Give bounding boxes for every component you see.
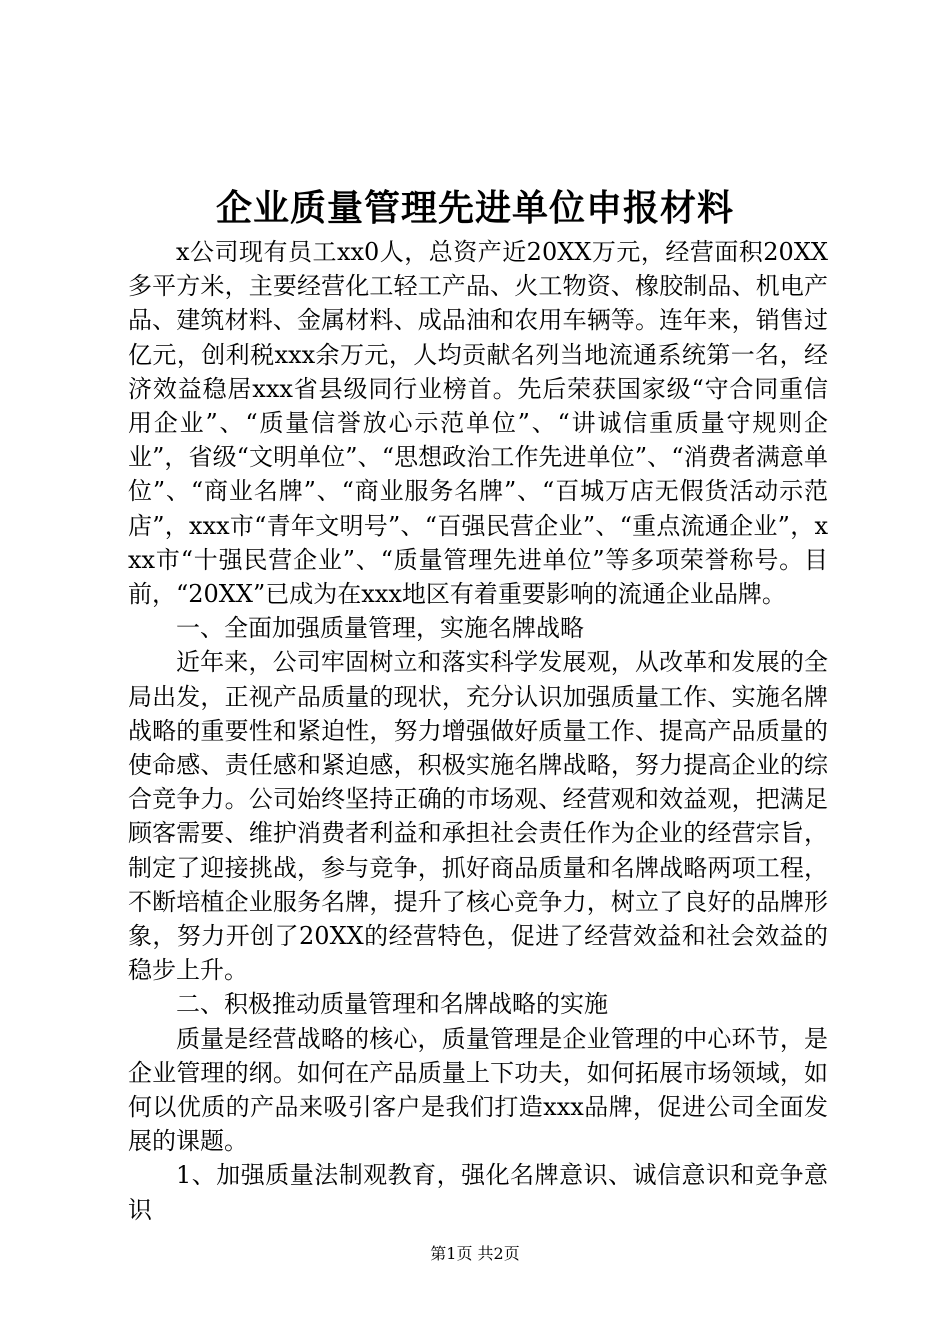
paragraph-section-2: 质量是经营战略的核心，质量管理是企业管理的中心环节，是企业管理的纲。如何在产品质量上下功夫，如何拓展市场领域，如何以优质的产品来吸引客户是我们打造xxx品牌，促进公司全面发展的课题。 [128, 1024, 828, 1156]
document-title: 企业质量管理先进单位申报材料 [215, 187, 734, 229]
page-number-footer: 第1页 共2页 [430, 1244, 520, 1263]
paragraph-intro: x公司现有员工xx0人，总资产近20XX万元，经营面积20XX多平方米，主要经营化工轻工产品、火工物资、橡胶制品、机电产品、建筑材料、金属材料、成品油和农用车辆等。连年来，销售过亿元，创利税xxx余万元，人均贡献名列当地流通系统第一名，经济效益稳居xxx省县级同行业榜首。先后荣获国家级“守合同重信用企业”、“质量信誉放心示范单位”、“讲诚信重质量守规则企业”，省级“文明单位”、“思想政治工作先进单位”、“消费者满意单位”、“商业名牌”、“商业服务名牌”、“百城万店无假货活动示范店”，xxx市“青年文明号”、“百强民营企业”、“重点流通企业”，xxx市“十强民营企业”、“质量管理先进单位”等多项荣誉称号。目前，“20XX”已成为在xxx地区有着重要影响的流通企业品牌。 [128, 238, 828, 609]
paragraph-section-1: 近年来，公司牢固树立和落实科学发展观，从改革和发展的全局出发，正视产品质量的现状，充分认识加强质量工作、实施名牌战略的重要性和紧迫性，努力增强做好质量工作、提高产品质量的使命感、责任感和紧迫感，积极实施名牌战略，努力提高企业的综合竞争力。公司始终坚持正确的市场观、经营观和效益观，把满足顾客需要、维护消费者利益和承担社会责任作为企业的经营宗旨，制定了迎接挑战，参与竞争，抓好商品质量和名牌战略两项工程，不断培植企业服务名牌，提升了核心竞争力，树立了良好的品牌形象，努力开创了20XX的经营特色，促进了经营效益和社会效益的稳步上升。 [128, 648, 828, 985]
subsection-heading-1: 1、加强质量法制观教育，强化名牌意识、诚信意识和竞争意识 [128, 1161, 828, 1224]
section-heading-1: 一、全面加强质量管理，实施名牌战略 [176, 614, 584, 643]
document-body [128, 235, 828, 1227]
section-heading-2: 二、积极推动质量管理和名牌战略的实施 [176, 990, 608, 1019]
